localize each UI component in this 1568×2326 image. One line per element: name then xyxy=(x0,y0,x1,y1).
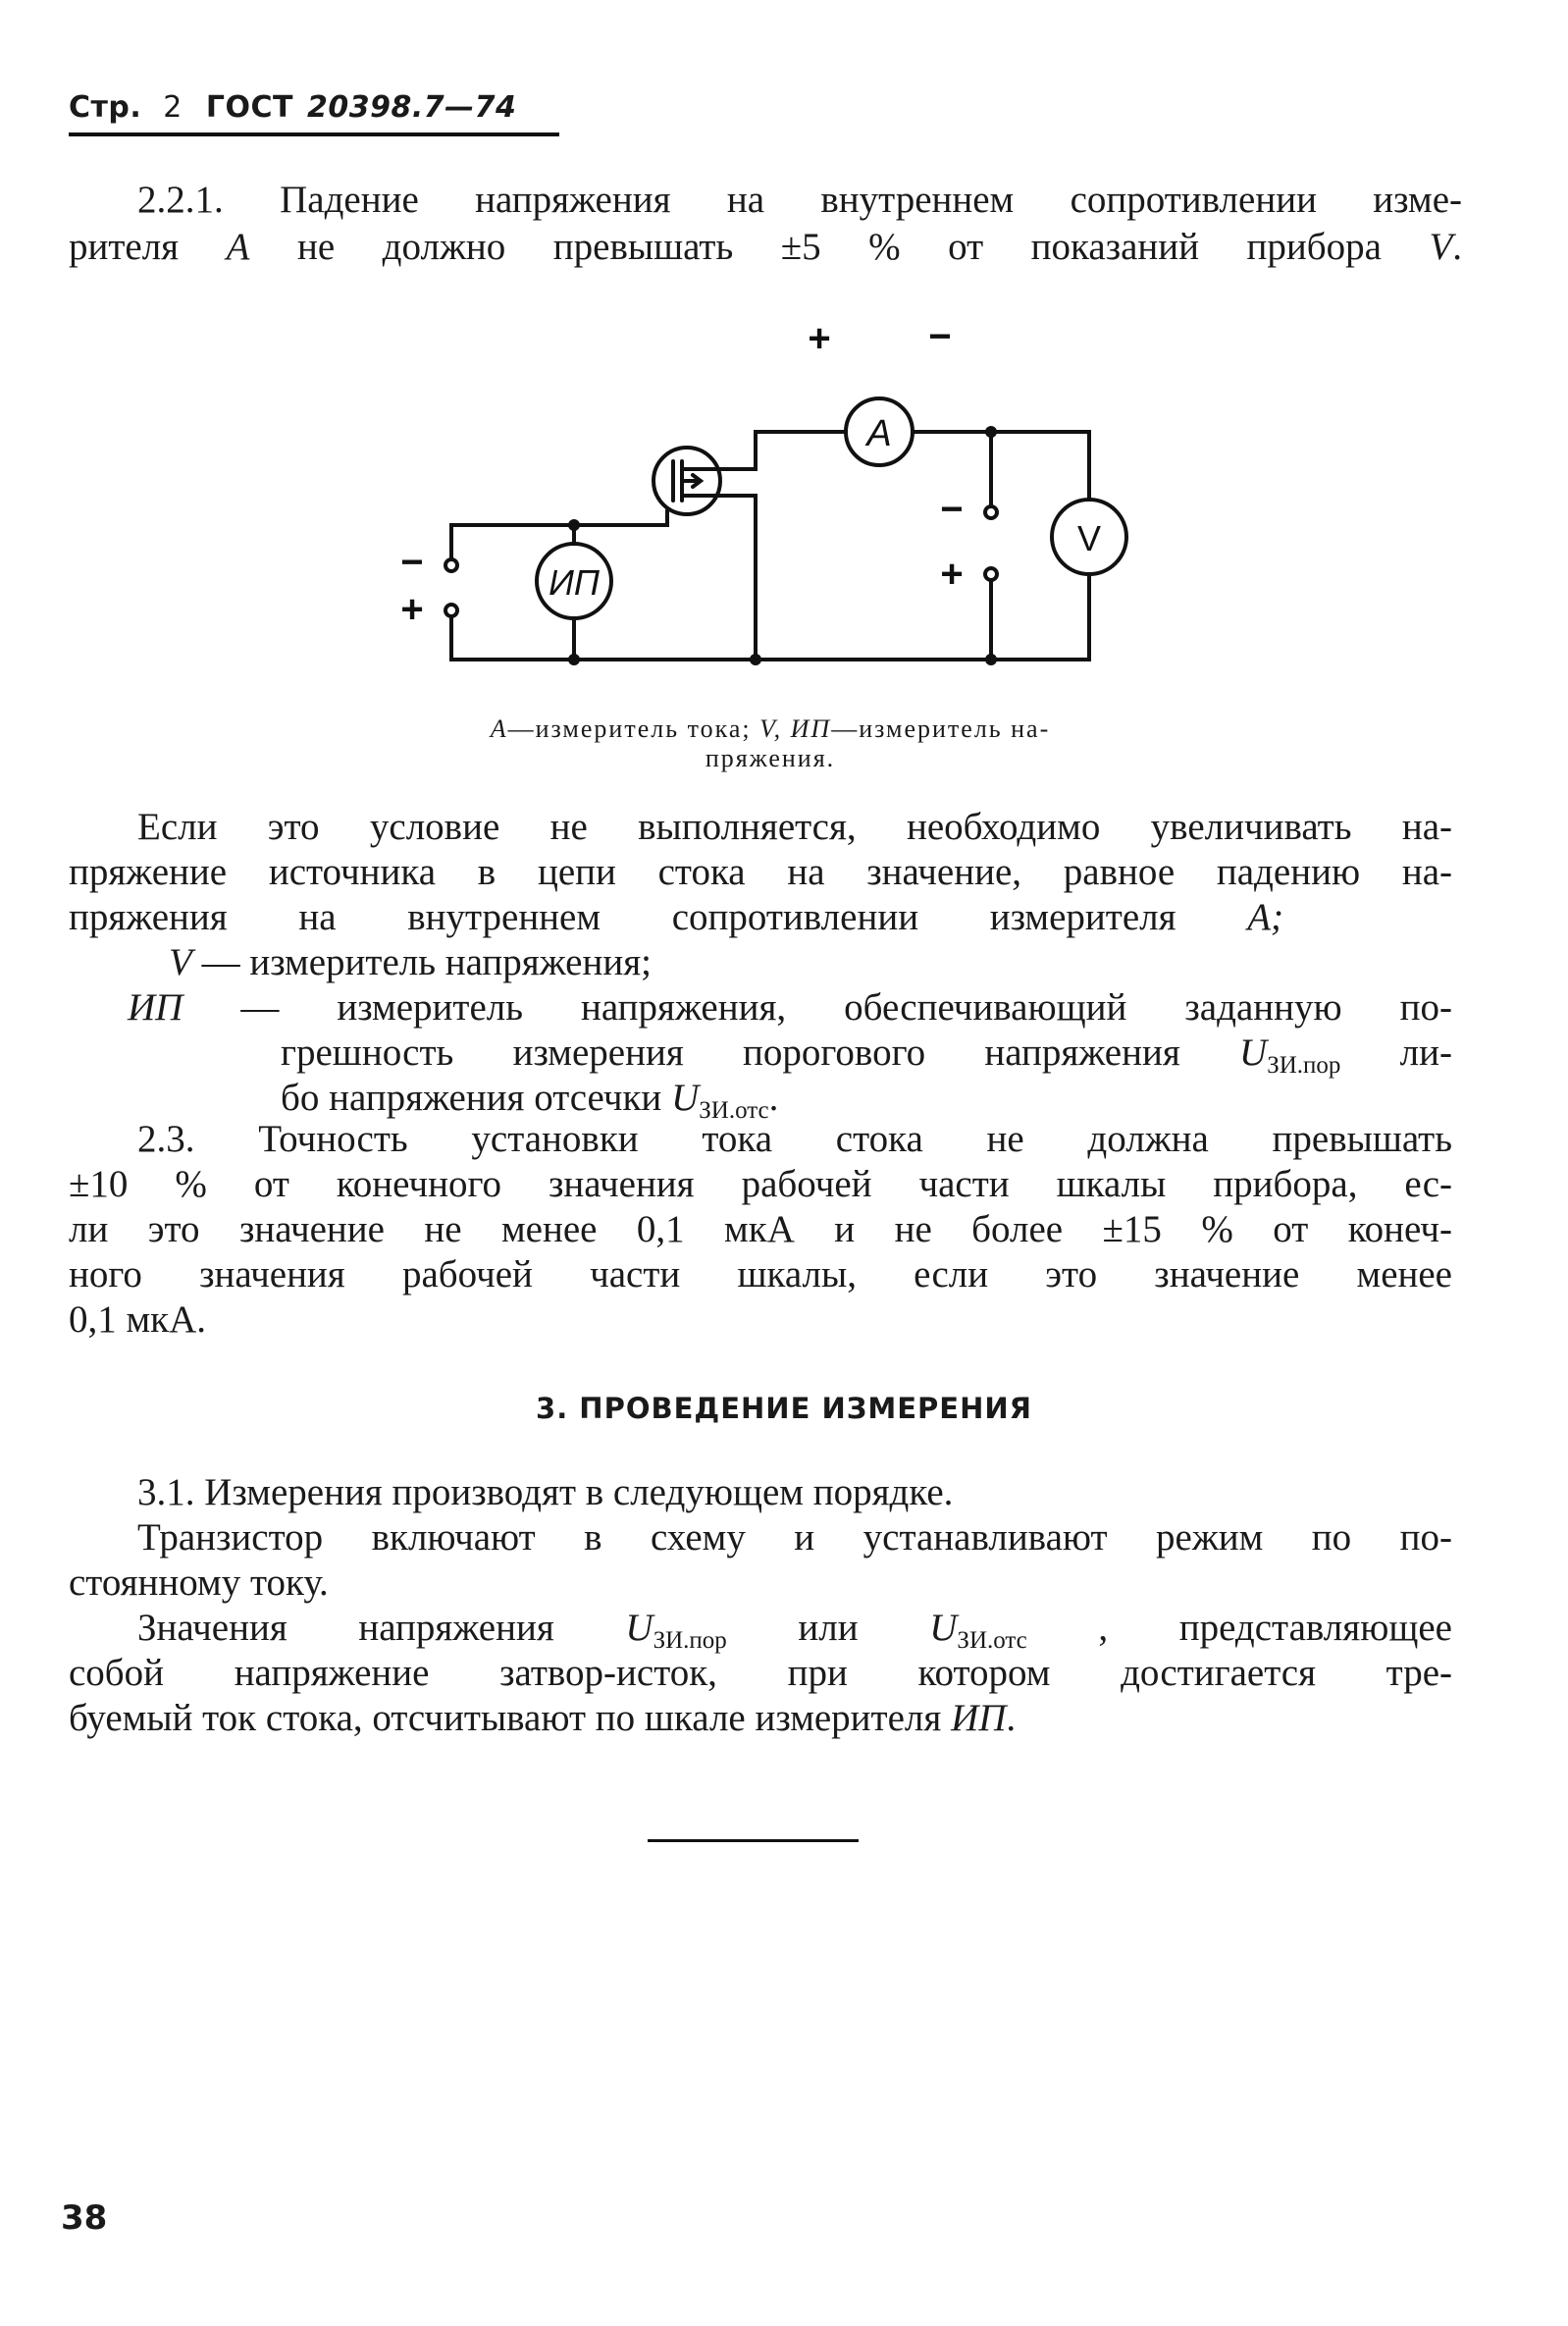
legend-ip: ИП — измеритель напряжения, обеспечивающий заданную по- xyxy=(128,986,1452,1029)
standard-name: ГОСТ xyxy=(205,90,293,125)
paragraph-line: пряжения на внутреннем сопротивлении измерителя А; xyxy=(69,896,1283,938)
voltmeter-label: V xyxy=(1076,518,1102,558)
paragraph-line: Значения напряжения $U_{ЗИ.пор}$ или $U_{ЗИ.отс}$ , представляющее xyxy=(137,1607,1452,1654)
paragraph-line: буемый ток стока, отсчитывают по шкале измерителя ИП. xyxy=(69,1697,1017,1739)
page-number: 38 xyxy=(61,2198,108,2238)
left-plus-label: + xyxy=(400,588,424,631)
paragraph-line: рителя А не должно превышать ±5 % от показаний прибора V. xyxy=(69,226,1463,268)
paragraph-line: пряжение источника в цепи стока на значение, равное падению на- xyxy=(69,851,1452,893)
paragraph-line: Транзистор включают в схему и устанавливают режим по по- xyxy=(137,1516,1452,1559)
terminal-left-minus xyxy=(445,559,457,571)
paragraph-line: Если это условие не выполняется, необходимо увеличивать на- xyxy=(137,806,1452,848)
terminal-right-plus xyxy=(985,568,997,580)
paragraph-line: бо напряжения отсечки $U_{ЗИ.отс}$. xyxy=(281,1077,779,1124)
circuit-diagram xyxy=(383,324,1168,697)
ip-meter-label: ИП xyxy=(549,562,600,603)
paragraph-line: стоянному току. xyxy=(69,1561,329,1604)
end-rule xyxy=(648,1839,859,1842)
top-minus-label: − xyxy=(928,324,952,358)
ammeter-label: А xyxy=(866,413,892,454)
page-label: Стр. xyxy=(69,90,142,125)
paragraph-line: ного значения рабочей части шкалы, если это значение менее xyxy=(69,1253,1452,1295)
standard-number: 20398.7—74 xyxy=(306,90,517,125)
section-heading: 3. ПРОВЕДЕНИЕ ИЗМЕРЕНИЯ xyxy=(536,1392,1032,1425)
legend-v: V — измеритель напряжения; xyxy=(169,941,652,983)
right-plus-label: + xyxy=(940,553,964,596)
paragraph-line: собой напряжение затвор-исток, при котором достигается тре- xyxy=(69,1652,1452,1694)
top-plus-label: + xyxy=(808,324,831,360)
header-page-number: 2 xyxy=(163,90,183,125)
page-header xyxy=(69,90,559,136)
paragraph-line: 2.2.1. Падение напряжения на внутреннем сопротивлении изме- xyxy=(137,179,1462,221)
right-minus-label: − xyxy=(940,488,964,531)
paragraph-line: ли это значение не менее 0,1 мкА и не более ±15 % от конеч- xyxy=(69,1208,1452,1250)
paragraph-line: 0,1 мкА. xyxy=(69,1298,207,1341)
paragraph-line: ±10 % от конечного значения рабочей части шкалы прибора, ес- xyxy=(69,1163,1452,1205)
left-minus-label: − xyxy=(400,541,424,584)
figure-caption: А—измеритель тока; V, ИП—измеритель на- пряжения. xyxy=(490,714,1051,772)
paragraph-line: 2.3. Точность установки тока стока не должна превышать xyxy=(137,1118,1452,1160)
terminal-right-minus xyxy=(985,506,997,518)
paragraph-line: грешность измерения порогового напряжения $U_{ЗИ.пор}$ ли- xyxy=(281,1031,1452,1079)
terminal-left-plus xyxy=(445,605,457,616)
paragraph-line: 3.1. Измерения производят в следующем порядке. xyxy=(137,1471,954,1513)
